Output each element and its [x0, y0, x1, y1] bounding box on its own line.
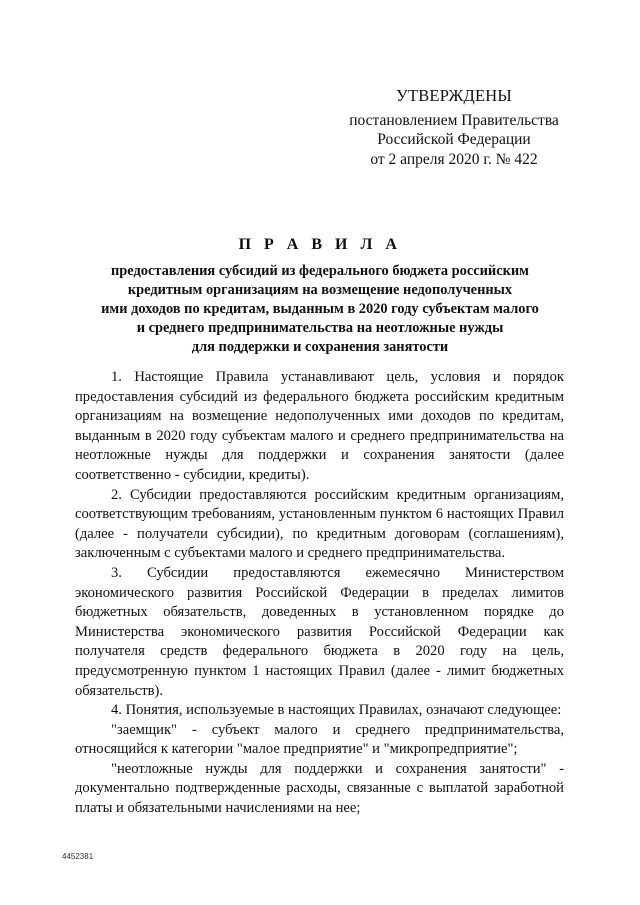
document-subtitle-line: и среднего предпринимательства на неотложные нужды: [136, 320, 504, 336]
document-title: П Р А В И Л А: [238, 236, 402, 253]
approval-stamp-block: [330, 86, 578, 169]
paragraph-1: 1. Настоящие Правила устанавливают цель, условия и порядок предоставления субсидий из федерального бюджета российским кредитным организациям на возмещение недополученных ими доходов по кредитам, выданным в 2020 году субъектам малого и среднего предпринимательства на неотложные нужды для поддержки и сохранения занятости (далее соответственно - субсидии, кредиты).: [75, 369, 564, 483]
definition-urgent-needs: "неотложные нужды для поддержки и сохранения занятости" - документально подтвержденные расходы, связанные с выплатой заработной платы и обязательными начислениями на нее;: [75, 760, 564, 817]
approval-date-number: от 2 апреля 2020 г. № 422: [370, 150, 538, 168]
document-title-block: [70, 236, 570, 357]
paragraph-2: 2. Субсидии предоставляются российским кредитным организациям, соответствующим требованиям, установленным пунктом 6 настоящих Правил (далее - получатели субсидии), по кредитным договорам (соглашениям), заключенным с субъектами малого и среднего предпринимательства.: [75, 486, 564, 562]
document-subtitle-line: кредитным организациям на возмещение недополученных: [127, 282, 513, 298]
paragraph-3: 3. Субсидии предоставляются ежемесячно Министерством экономического развития Российской Федерации в пределах лимитов бюджетных обязательств, доведенных в установленном порядке до Министерства экономического развития Российской Федерации как получателя средств федерального бюджета в 2020 году на цель, предусмотренную пунктом 1 настоящих Правил (далее - лимит бюджетных обязательств).: [75, 564, 564, 699]
approval-line: Российской Федерации: [377, 131, 531, 148]
document-body: [75, 368, 564, 819]
document-subtitle-line: ими доходов по кредитам, выданным в 2020 году субъектам малого: [101, 301, 539, 317]
definition-borrower: "заемщик" - субъект малого и среднего предпринимательства, относящийся к категории "малое предприятие" и "микропредприятие";: [75, 721, 564, 758]
document-subtitle-line: предоставления субсидий из федерального бюджета российским: [111, 263, 529, 279]
document-code: 4452381: [62, 852, 94, 861]
paragraph-4: 4. Понятия, используемые в настоящих Правилах, означают следующее:: [111, 702, 562, 719]
document-subtitle-line: для поддержки и сохранения занятости: [191, 339, 449, 355]
approval-line: постановлением Правительства: [349, 111, 559, 129]
approval-heading: УТВЕРЖДЕНЫ: [396, 86, 512, 105]
